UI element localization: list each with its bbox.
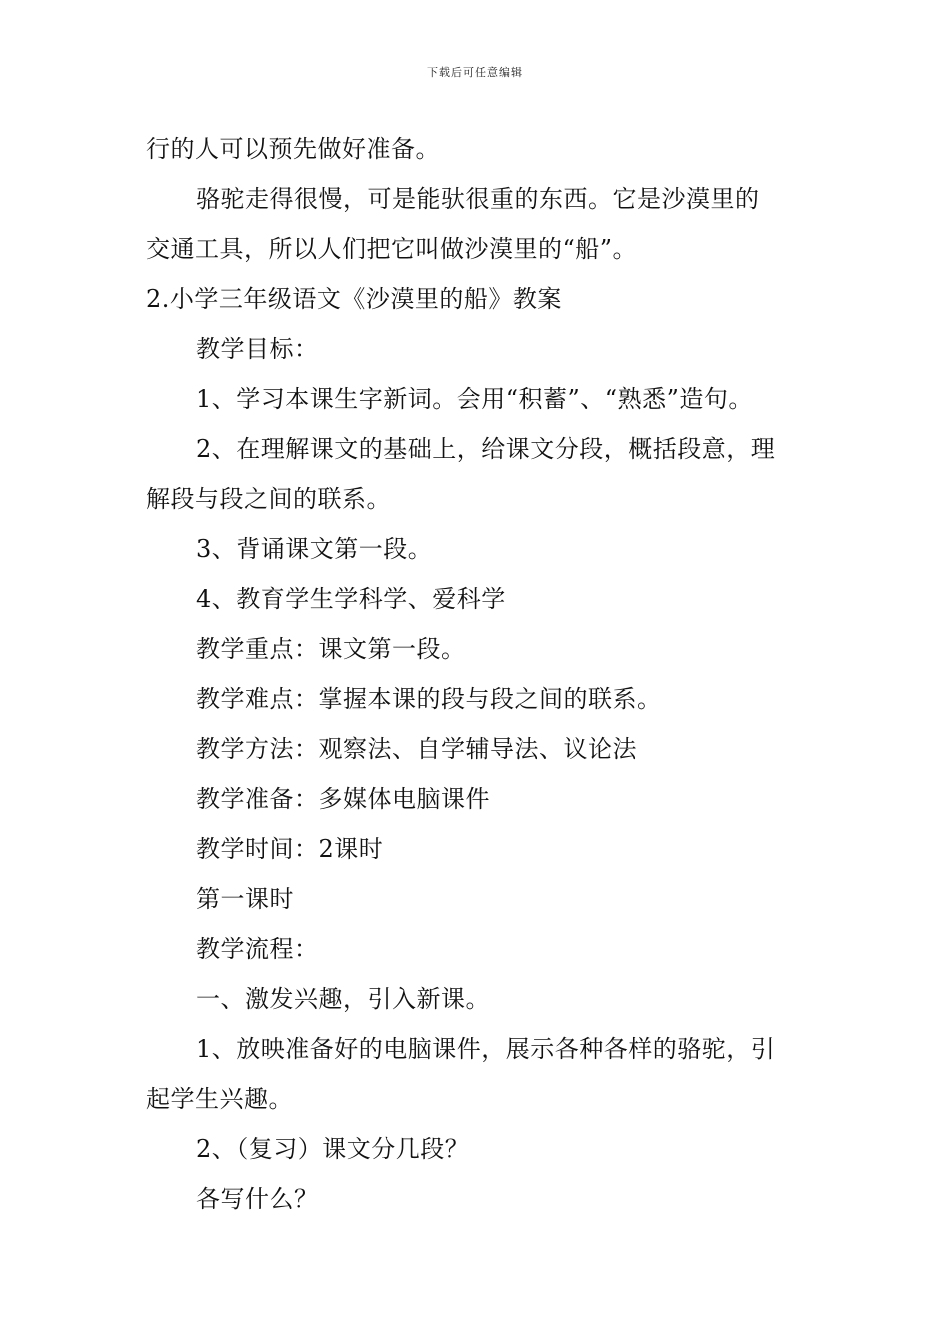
text-line: 教学方法：观察法、自学辅导法、议论法 bbox=[196, 735, 637, 763]
text-line: 行的人可以预先做好准备。 bbox=[146, 135, 440, 163]
text-line: 教学难点：掌握本课的段与段之间的联系。 bbox=[196, 685, 662, 713]
text-line: 2、（复习）课文分几段？ bbox=[196, 1135, 470, 1163]
text-line: 交通工具，所以人们把它叫做沙漠里的“船”。 bbox=[146, 235, 638, 263]
text-line: 教学时间：2课时 bbox=[196, 835, 384, 863]
text-line: 一、激发兴趣，引入新课。 bbox=[196, 985, 490, 1013]
text-line: 教学准备：多媒体电脑课件 bbox=[196, 785, 490, 813]
text-line: 1、学习本课生字新词。会用“积蓄”、“熟悉”造句。 bbox=[196, 385, 753, 413]
text-line: 教学流程： bbox=[196, 935, 319, 963]
text-line: 1、放映准备好的电脑课件，展示各种各样的骆驼，引 bbox=[196, 1035, 776, 1063]
text-line: 骆驼走得很慢，可是能驮很重的东西。它是沙漠里的 bbox=[196, 185, 760, 213]
text-line: 4、教育学生学科学、爱科学 bbox=[196, 585, 506, 613]
text-line: 2.小学三年级语文《沙漠里的船》教案 bbox=[146, 285, 562, 313]
text-line: 解段与段之间的联系。 bbox=[146, 485, 391, 513]
text-line: 第一课时 bbox=[196, 885, 294, 913]
page-header: 下载后可任意编辑 bbox=[427, 66, 523, 79]
text-line: 教学目标： bbox=[196, 335, 319, 363]
text-line: 各写什么？ bbox=[196, 1185, 319, 1213]
text-line: 2、在理解课文的基础上，给课文分段，概括段意，理 bbox=[196, 435, 776, 463]
text-line: 起学生兴趣。 bbox=[146, 1085, 293, 1113]
text-line: 3、背诵课文第一段。 bbox=[196, 535, 433, 563]
text-line: 教学重点：课文第一段。 bbox=[196, 635, 466, 663]
document-body bbox=[146, 124, 810, 1224]
